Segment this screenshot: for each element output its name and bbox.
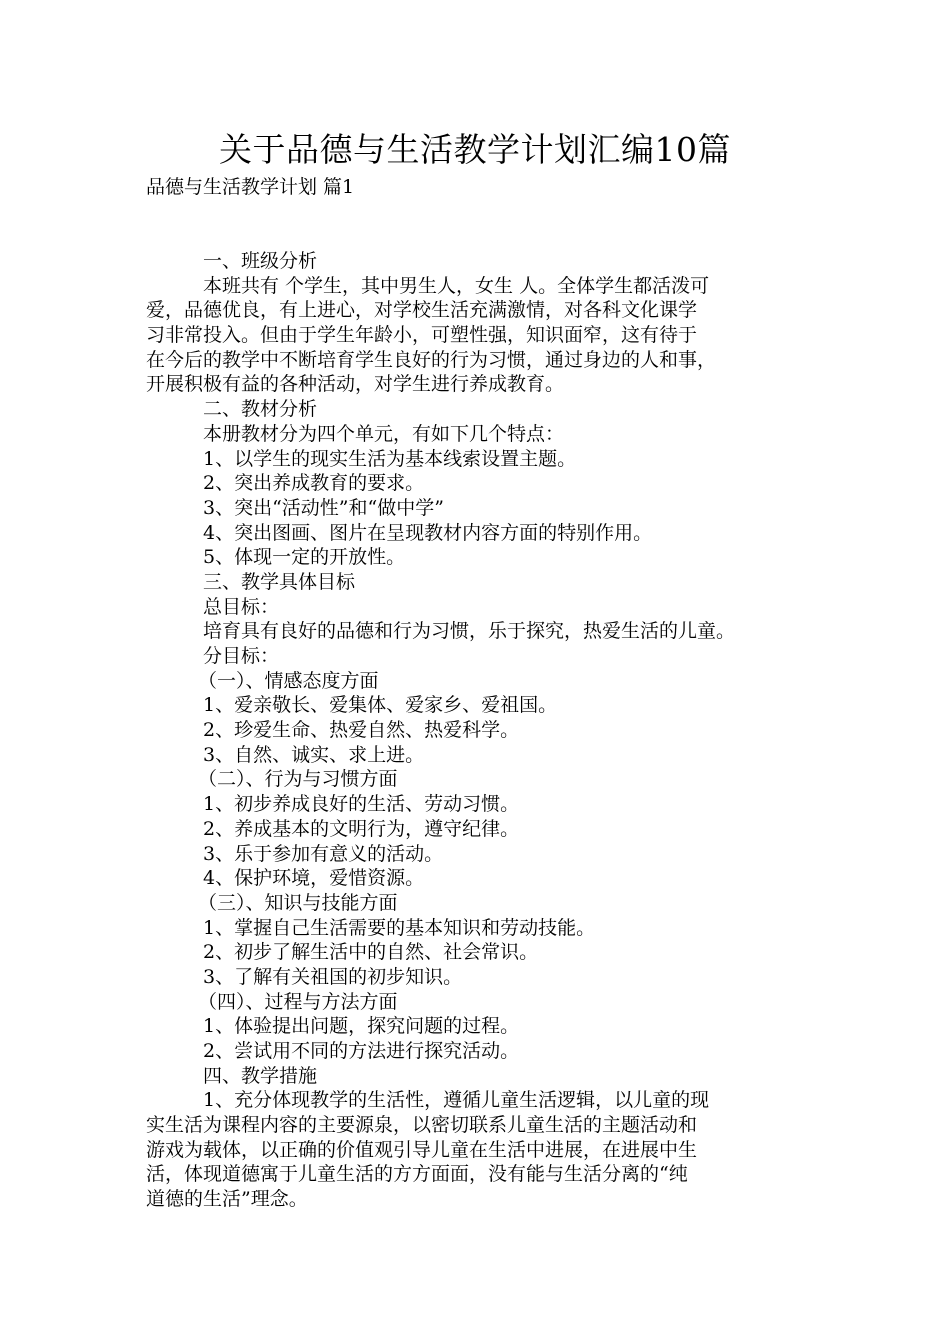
text-line: 3、自然、诚实、求上进。 <box>203 743 425 766</box>
text-line: 爱，品德优良，有上进心，对学校生活充满激情，对各科文化课学 <box>146 299 698 322</box>
text-line: 2、尝试用不同的方法进行探究活动。 <box>203 1040 520 1062</box>
text-line: 分目标： <box>203 645 280 667</box>
text-line: 在今后的教学中不断培育学生良好的行为习惯，通过身边的人和事， <box>146 348 717 371</box>
text-line: 本班共有 个学生，其中男生人，女生 人。全体学生都活泼可 <box>203 274 710 297</box>
text-line: 开展积极有益的各种活动，对学生进行养成教育。 <box>146 373 565 396</box>
text-line: 一、班级分析 <box>203 250 318 272</box>
text-line: 1、以学生的现实生活为基本线索设置主题。 <box>203 447 577 470</box>
text-line: 游戏为载体，以正确的价值观引导儿童在生活中进展，在进展中生 <box>146 1138 698 1161</box>
text-line: （一）、情感态度方面 <box>198 669 379 692</box>
text-line: 2、初步了解生活中的自然、社会常识。 <box>203 941 539 964</box>
text-line: 1、爱亲敬长、爱集体、爱家乡、爱祖国。 <box>203 694 558 717</box>
text-line: 3、了解有关祖国的初步知识。 <box>203 965 463 988</box>
text-line: （二）、行为与习惯方面 <box>198 768 398 791</box>
text-line: 1、掌握自己生活需要的基本知识和劳动技能。 <box>203 916 596 939</box>
text-line: 习非常投入。但由于学生年龄小，可塑性强，知识面窄，这有待于 <box>146 324 698 347</box>
document-title: 关于品德与生活教学计划汇编10篇 <box>219 130 731 169</box>
text-line: 实生活为课程内容的主要源泉，以密切联系儿童生活的主题活动和 <box>146 1114 698 1137</box>
document-body <box>146 249 806 1212</box>
text-line: 本册教材分为四个单元，有如下几个特点： <box>203 422 565 445</box>
text-line: 道德的生活”理念。 <box>146 1188 308 1211</box>
text-line: 培育具有良好的品德和行为习惯，乐于探究，热爱生活的儿童。 <box>203 620 736 643</box>
text-line: 4、突出图画、图片在呈现教材内容方面的特别作用。 <box>203 521 653 544</box>
text-line: （三）、知识与技能方面 <box>198 891 398 914</box>
text-line: 1、体验提出问题，探究问题的过程。 <box>203 1015 520 1038</box>
text-line: 2、珍爱生命、热爱自然、热爱科学。 <box>203 719 520 742</box>
text-line: 2、养成基本的文明行为，遵守纪律。 <box>203 817 520 840</box>
text-line: 3、乐于参加有意义的活动。 <box>203 842 444 865</box>
text-line: 5、体现一定的开放性。 <box>203 546 406 569</box>
text-line: 活，体现道德寓于儿童生活的方方面面，没有能与生活分离的“纯 <box>146 1163 688 1186</box>
text-line: 三、教学具体目标 <box>203 570 356 593</box>
document-subtitle: 品德与生活教学计划 篇1 <box>146 176 355 198</box>
text-line: 3、突出“活动性”和“做中学” <box>203 496 444 519</box>
text-line: 4、保护环境，爱惜资源。 <box>203 867 425 890</box>
text-line: 1、初步养成良好的生活、劳动习惯。 <box>203 793 520 816</box>
text-line: 1、充分体现教学的生活性，遵循儿童生活逻辑，以儿童的现 <box>203 1089 710 1112</box>
text-line: 2、突出养成教育的要求。 <box>203 472 425 495</box>
text-line: 总目标： <box>203 595 280 618</box>
text-line: 二、教材分析 <box>203 398 318 421</box>
text-line: （四）、过程与方法方面 <box>198 990 398 1013</box>
text-line: 四、教学措施 <box>203 1064 318 1087</box>
